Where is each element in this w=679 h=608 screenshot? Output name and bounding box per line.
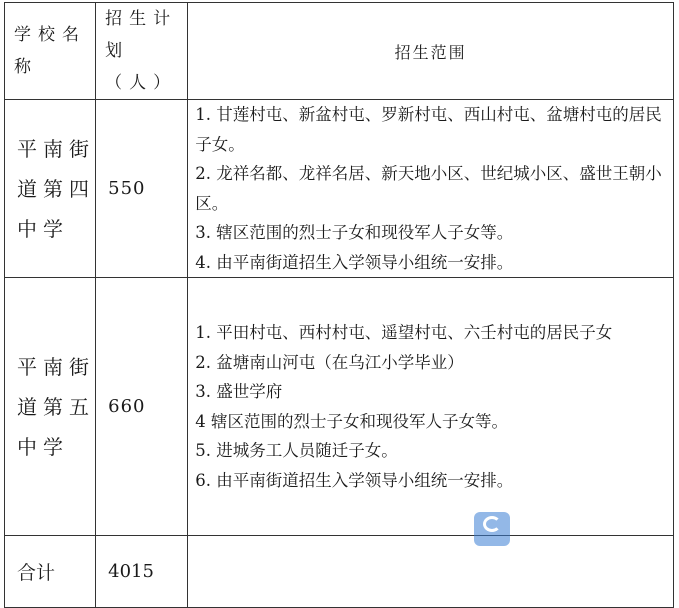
- range-item: 4. 由平南街道招生入学领导小组统一安排。: [195, 252, 514, 272]
- range-item: 2. 龙祥名都、龙祥名居、新天地小区、世纪城小区、盛世王朝小区。: [195, 164, 662, 213]
- range-item: 1. 平田村屯、西村村屯、遥望村屯、六壬村屯的居民子女: [195, 323, 613, 342]
- school-range: [188, 100, 674, 278]
- range-item: 2. 盆塘南山河屯（在乌江小学毕业）: [195, 352, 464, 372]
- school-range: [188, 278, 674, 536]
- range-item: 4 辖区范围的烈士子女和现役军人子女等。: [195, 411, 508, 431]
- school-name: 平南街道第四中学: [5, 100, 96, 278]
- header-plan: 招生计划（人）: [96, 3, 188, 100]
- total-row: [5, 536, 674, 608]
- header-row: [5, 3, 674, 100]
- range-item: 5. 进城务工人员随迁子女。: [195, 441, 398, 460]
- total-value: 4015: [96, 536, 188, 608]
- range-item: 1. 甘莲村屯、新盆村屯、罗新村屯、西山村屯、盆塘村屯的居民子女。: [195, 105, 662, 154]
- table-row: [5, 100, 674, 278]
- range-item: 3. 盛世学府: [195, 382, 283, 401]
- school-plan: 660: [96, 278, 188, 536]
- enrollment-table: [4, 2, 674, 608]
- total-range-empty: [188, 536, 674, 608]
- total-label: 合计: [5, 536, 96, 608]
- school-plan: 550: [96, 100, 188, 278]
- range-item: 6. 由平南街道招生入学领导小组统一安排。: [195, 470, 514, 490]
- e-logo-watermark-icon: [474, 512, 510, 546]
- header-school-name: 学校名称: [5, 3, 96, 100]
- school-name: 平南街道第五中学: [5, 278, 96, 536]
- header-range: 招生范围: [188, 3, 674, 100]
- range-item: 3. 辖区范围的烈士子女和现役军人子女等。: [195, 223, 514, 242]
- table-row: [5, 278, 674, 536]
